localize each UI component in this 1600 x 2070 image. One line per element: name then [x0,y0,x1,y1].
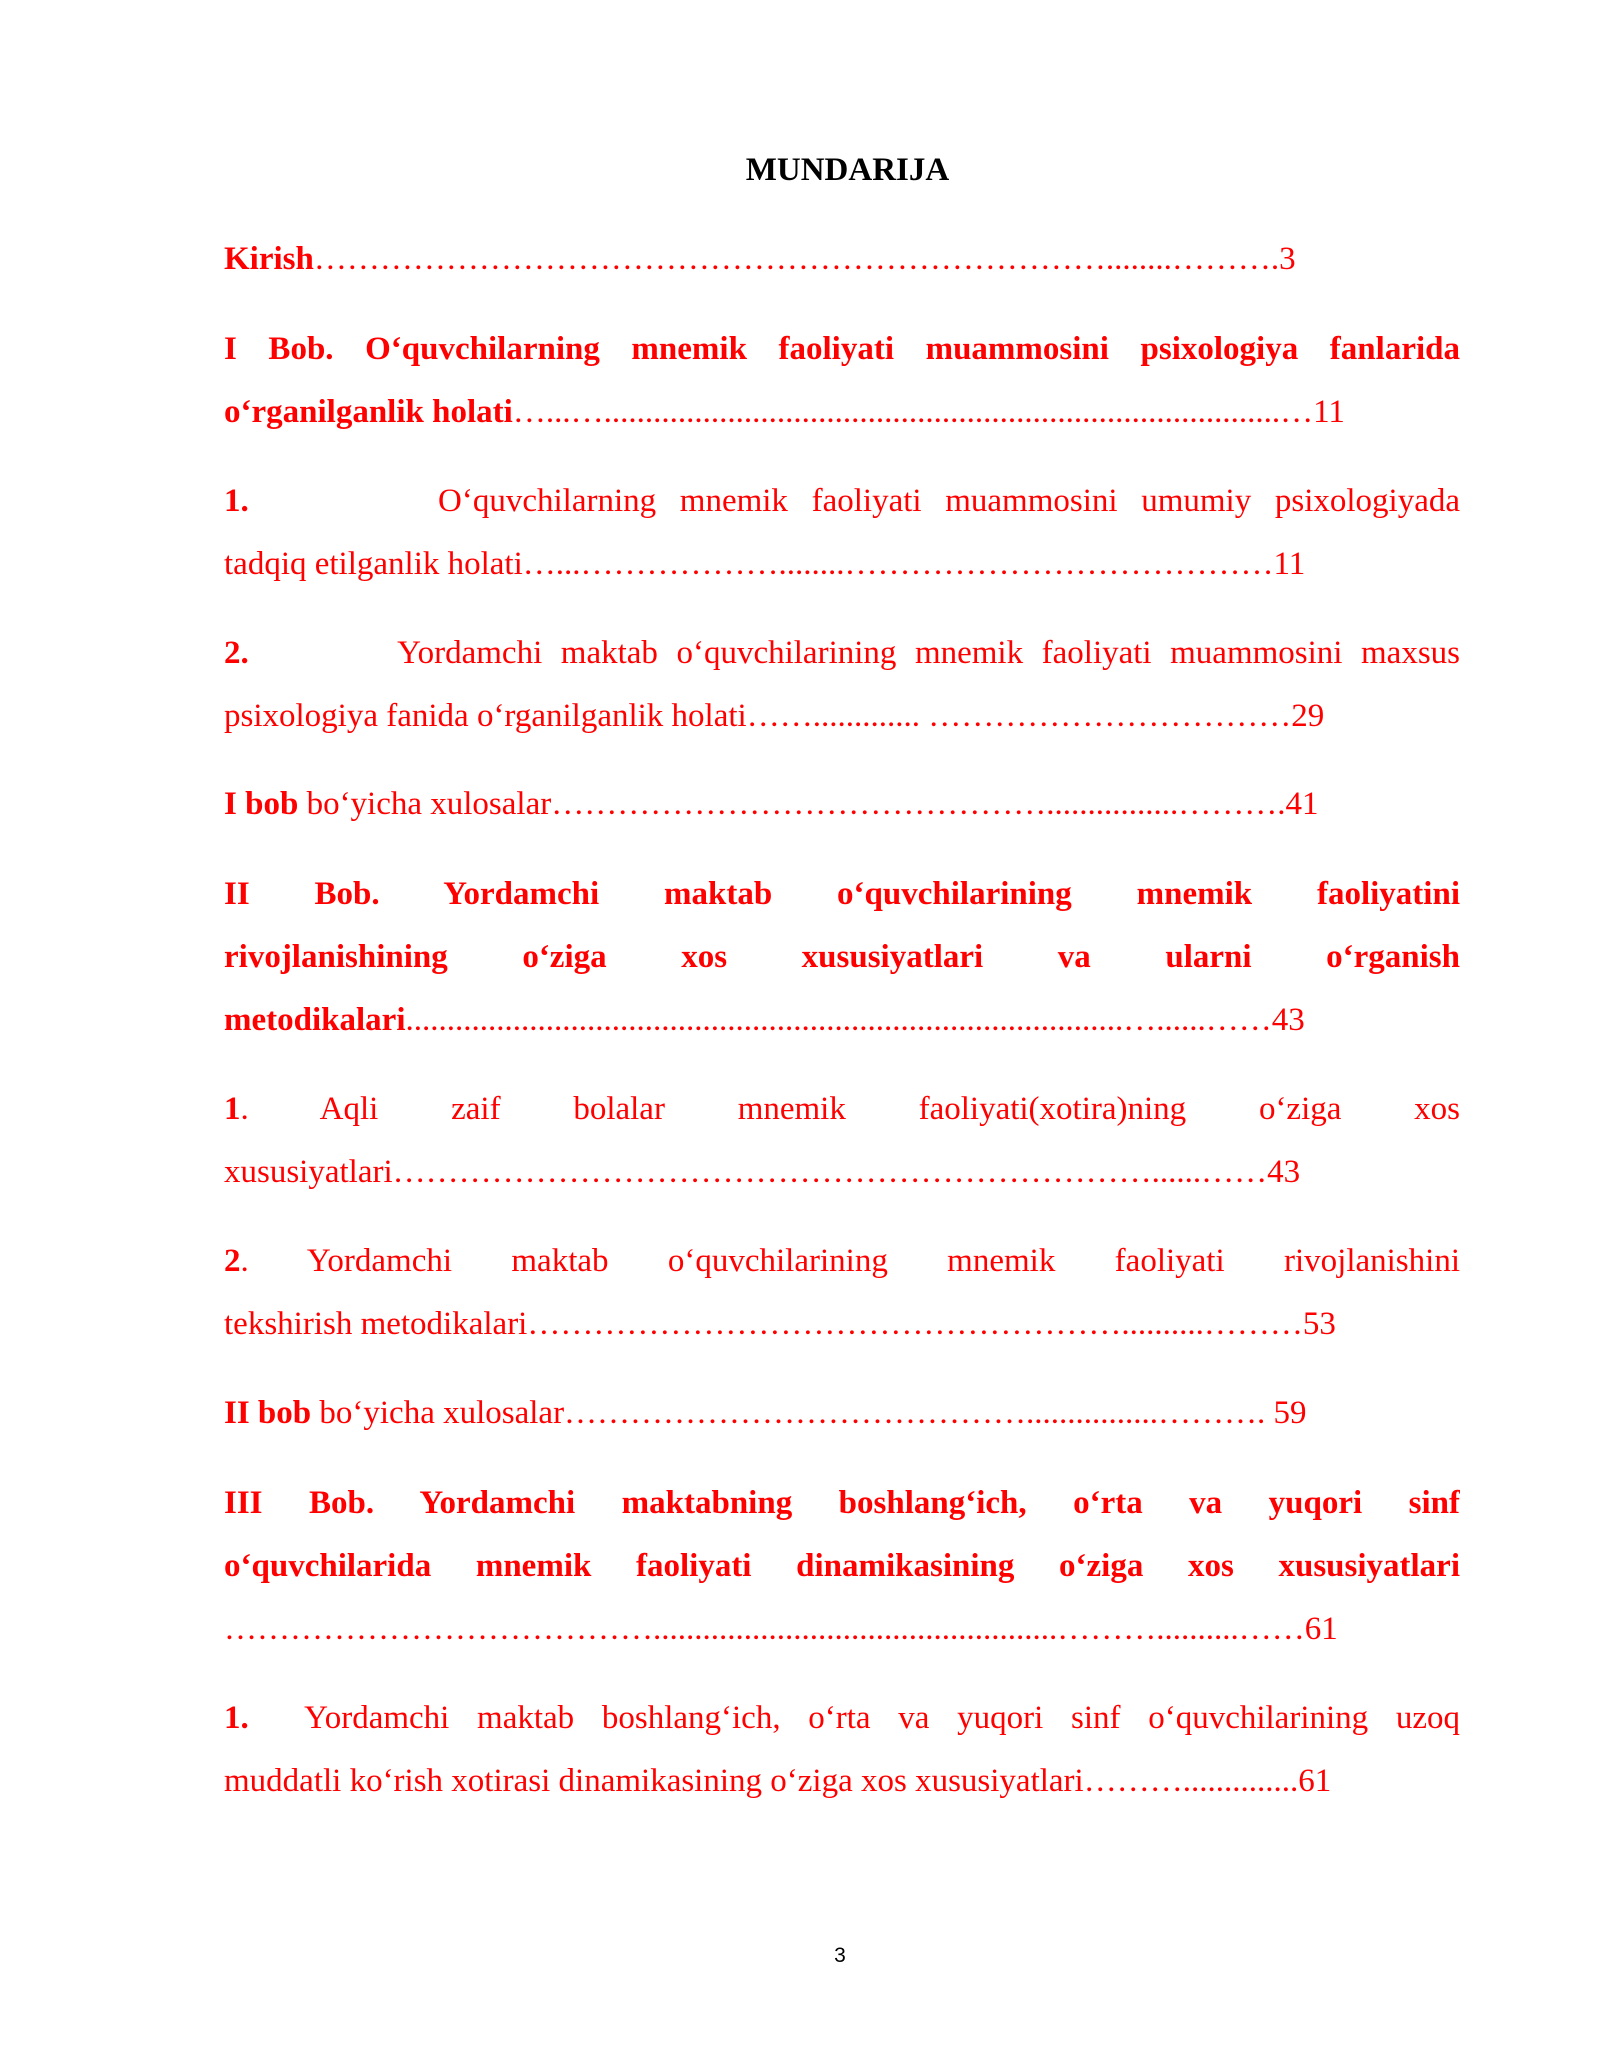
toc-entry-section-1-1[interactable] [224,470,1460,596]
toc-entry-chapter-2[interactable] [224,863,1460,1052]
toc-line [224,989,1460,1052]
toc-line [224,1078,1460,1141]
toc-entry-kirish[interactable] [224,228,1460,291]
toc-line: III Bob. Yordamchi maktabning boshlang‘ich, o‘rta va yuqori sinf [224,1485,1460,1521]
toc-text: .......................................................................................…......……43 [405,1002,1305,1038]
toc-number: 1. [224,1700,249,1736]
toc-entry-chapter-1-conclusions[interactable] [224,773,1460,836]
toc-line [224,773,1460,836]
toc-text: ………………………………………………………………........……….3 [313,241,1296,277]
toc-text: . Yordamchi maktab o‘quvchilarining mnemik faoliyati rivojlanishini [240,1243,1460,1279]
toc-entry-section-1-2[interactable] [224,622,1460,748]
toc-bold-text: metodikalari [224,1002,406,1038]
page-number: 3 [834,1944,846,1967]
toc-text: Yordamchi maktab boshlang‘ich, o‘rta va yuqori sinf o‘quvchilarining uzoq [304,1700,1460,1736]
toc-number: 1 [224,1091,241,1127]
toc-entry-section-2-1[interactable] [224,1078,1460,1204]
toc-number: 2 [224,1243,241,1279]
toc-line: rivojlanishining o‘ziga xos xususiyatlari va ularni o‘rganish [224,939,1460,975]
toc-entry-chapter-3[interactable] [224,1472,1460,1661]
toc-line: tekshirish metodikalari………………………………………………..........………53 [224,1306,1336,1342]
toc-number: 2. [224,635,249,671]
toc-line: muddatli ko‘rish xotirasi dinamikasining o‘ziga xos xususiyatlari………..............61 [224,1763,1332,1799]
toc-text: bo‘yicha xulosalar……………………………………................………. 59 [319,1395,1307,1431]
toc-entry-chapter-1[interactable] [224,318,1460,444]
toc-line [224,381,1460,444]
page-title: MUNDARIJA [745,152,950,188]
toc-line: xususiyatlari……………………………………………………………......……43 [224,1154,1301,1190]
toc-text: . Aqli zaif bolalar mnemik faoliyati(xotira)ning o‘ziga xos [240,1091,1460,1127]
toc-line: tadqiq etilganlik holati…...………………........…………………………………11 [224,546,1306,582]
toc-bold-text: o‘rganilganlik holati [224,394,513,430]
toc-line [224,470,1460,533]
toc-bold-text: Kirish [224,241,314,277]
toc-line [224,228,1460,291]
toc-entry-chapter-2-conclusions[interactable] [224,1382,1460,1445]
toc-text: O‘quvchilarning mnemik faoliyati muammosini umumiy psixologiyada [438,483,1460,519]
toc-line: I Bob. O‘quvchilarning mnemik faoliyati muammosini psixologiya fanlarida [224,331,1460,367]
toc-line: o‘quvchilarida mnemik faoliyati dinamikasining o‘ziga xos xususiyatlari [224,1548,1460,1584]
toc-line [224,1687,1460,1750]
toc-entry-section-2-2[interactable] [224,1230,1460,1356]
toc-line [224,1382,1460,1445]
toc-line: ………………………………….................................................………..........……61 [224,1611,1338,1647]
toc-text: …...…..................................................................................…11 [512,394,1345,430]
toc-line [224,622,1460,685]
toc-bold-text: II bob [224,1395,312,1431]
toc-text: Yordamchi maktab o‘quvchilarining mnemik faoliyati muammosini maxsus [397,635,1460,671]
toc-number: 1. [224,483,249,519]
toc-entry-section-3-1[interactable] [224,1687,1460,1813]
toc-text: bo‘yicha xulosalar………………………………………................……….41 [306,786,1319,822]
toc-line: psixologiya fanida o‘rganilganlik holati……............. ……………………………29 [224,698,1325,734]
toc-line: II Bob. Yordamchi maktab o‘quvchilarining mnemik faoliyatini [224,876,1460,912]
toc-bold-text: I bob [224,786,299,822]
toc-line [224,1230,1460,1293]
